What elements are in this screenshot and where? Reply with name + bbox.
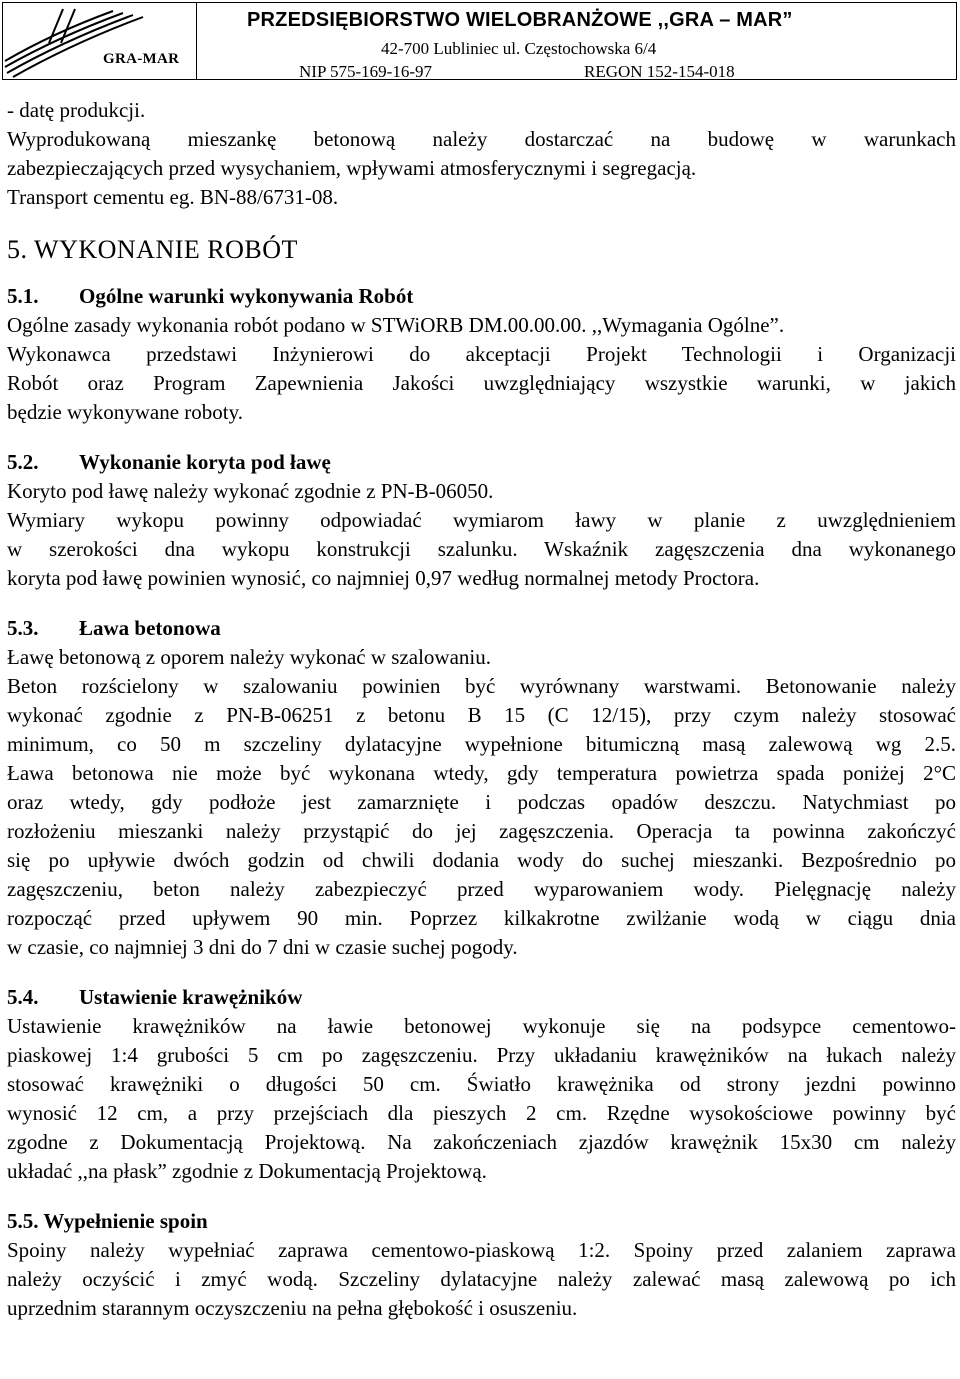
section-5-1-heading <box>7 282 956 311</box>
intro-line: - datę produkcji. <box>7 98 146 122</box>
company-logo <box>3 3 197 79</box>
paragraph-line: w czasie, co najmniej 3 dni do 7 dni w czasie suchej pogody. <box>7 935 518 959</box>
company-name: PRZEDSIĘBIORSTWO WIELOBRANŻOWE ,,GRA – MAR” <box>247 9 793 31</box>
section-title: Ogólne warunki wykonywania Robót <box>79 284 414 308</box>
paragraph-line: zgodne z Dokumentacją Projektową. Na zakończeniach zjazdów krawężnik 15x30 cm należy <box>7 1130 956 1154</box>
paragraph-line: piaskowej 1:4 grubości 5 cm po zagęszczeniu. Przy układaniu krawężników na łukach należy <box>7 1043 956 1067</box>
section-number: 5.1. <box>7 284 39 308</box>
paragraph-line: oraz wtedy, gdy podłoże jest zamarznięte i podczas opadów deszczu. Natychmiast po <box>7 790 956 814</box>
paragraph-line: Koryto pod ławę należy wykonać zgodnie z PN-B-06050. <box>7 479 494 503</box>
paragraph-line: się po upływie dwóch godzin od chwili dodania wody do suchej mieszanki. Bezpośrednio po <box>7 848 956 872</box>
paragraph-line: należy oczyścić i zmyć wodą. Szczeliny dylatacyjne należy zalewać masą zalewową po ich <box>7 1267 956 1291</box>
paragraph-line: Ogólne zasady wykonania robót podano w STWiORB DM.00.00.00. ,,Wymagania Ogólne”. <box>7 313 785 337</box>
letterhead <box>2 2 957 80</box>
section-title: Ustawienie krawężników <box>79 985 303 1009</box>
intro-line: zabezpieczających przed wysychaniem, wpływami atmosferycznymi i segregacją. <box>7 156 697 180</box>
section-5-5-heading: 5.5. Wypełnienie spoin <box>7 1209 208 1233</box>
paragraph-line: wykonać zgodnie z PN-B-06251 z betonu B 15 (C 12/15), przy czym należy stosować <box>7 703 956 727</box>
document-body <box>7 96 956 1323</box>
paragraph-line: rozłożeniu mieszanki należy przystąpić do jej zagęszczenia. Operacja ta powinna zakończyć <box>7 819 956 843</box>
section-title: Ława betonowa <box>79 616 221 640</box>
section-5-2-heading <box>7 448 956 477</box>
paragraph-line: Beton rozścielony w szalowaniu powinien być wyrównany warstwami. Betonowanie należy <box>7 674 956 698</box>
paragraph-line: Ustawienie krawężników na ławie betonowej wykonuje się na podsypce cementowo- <box>7 1014 956 1038</box>
section-5-3-heading <box>7 614 956 643</box>
section-title: Wykonanie koryta pod ławę <box>79 450 331 474</box>
section-number: 5.4. <box>7 985 39 1009</box>
paragraph-line: Wymiary wykopu powinny odpowiadać wymiarom ławy w planie z uwzględnieniem <box>7 508 956 532</box>
intro-line: Transport cementu eg. BN-88/6731-08. <box>7 185 339 209</box>
paragraph-line: minimum, co 50 m szczeliny dylatacyjne wypełnione bitumiczną masą zalewową wg 2.5. <box>7 732 956 756</box>
company-regon: REGON 152-154-018 <box>584 62 735 81</box>
section-5-heading: 5. WYKONANIE ROBÓT <box>7 235 298 264</box>
paragraph-line: Ława betonowa nie może być wykonana wtedy, gdy temperatura powietrza spada poniżej 2°C <box>7 761 956 785</box>
paragraph-line: uprzednim starannym oczyszczeniu na pełna głębokość i osuszeniu. <box>7 1296 578 1320</box>
intro-line: Wyprodukowaną mieszankę betonową należy dostarczać na budowę w warunkach <box>7 127 956 151</box>
company-nip: NIP 575-169-16-97 <box>299 62 432 81</box>
paragraph-line: wynosić 12 cm, a przy przejściach dla pieszych 2 cm. Rzędne wysokościowe powinny być <box>7 1101 956 1125</box>
paragraph-line: stosować krawężniki o długości 50 cm. Światło krawężnika od strony jezdni powinno <box>7 1072 956 1096</box>
company-address: 42-700 Lubliniec ul. Częstochowska 6/4 <box>381 39 657 58</box>
paragraph-line: Spoiny należy wypełniać zaprawa cementowo-piaskową 1:2. Spoiny przed zalaniem zaprawa <box>7 1238 956 1262</box>
paragraph-line: będzie wykonywane roboty. <box>7 400 243 424</box>
paragraph-line: zagęszczeniu, beton należy zabezpieczyć przed wyparowaniem wody. Pielęgnację należy <box>7 877 956 901</box>
paragraph-line: rozpocząć przed upływem 90 min. Poprzez kilkakrotne zwilżanie wodą w ciągu dnia <box>7 906 956 930</box>
paragraph-line: układać ,,na płask” zgodnie z Dokumentacją Projektową. <box>7 1159 487 1183</box>
section-5-4-heading <box>7 983 956 1012</box>
paragraph-line: koryta pod ławę powinien wynosić, co najmniej 0,97 według normalnej metody Proctora. <box>7 566 760 590</box>
paragraph-line: Ławę betonową z oporem należy wykonać w szalowaniu. <box>7 645 491 669</box>
section-number: 5.3. <box>7 616 39 640</box>
logo-text: GRA-MAR <box>103 51 180 67</box>
paragraph-line: Wykonawca przedstawi Inżynierowi do akceptacji Projekt Technologii i Organizacji <box>7 342 956 366</box>
paragraph-line: Robót oraz Program Zapewnienia Jakości uwzględniający wszystkie warunki, w jakich <box>7 371 956 395</box>
paragraph-line: w szerokości dna wykopu konstrukcji szalunku. Wskaźnik zagęszczenia dna wykonanego <box>7 537 956 561</box>
section-number: 5.2. <box>7 450 39 474</box>
